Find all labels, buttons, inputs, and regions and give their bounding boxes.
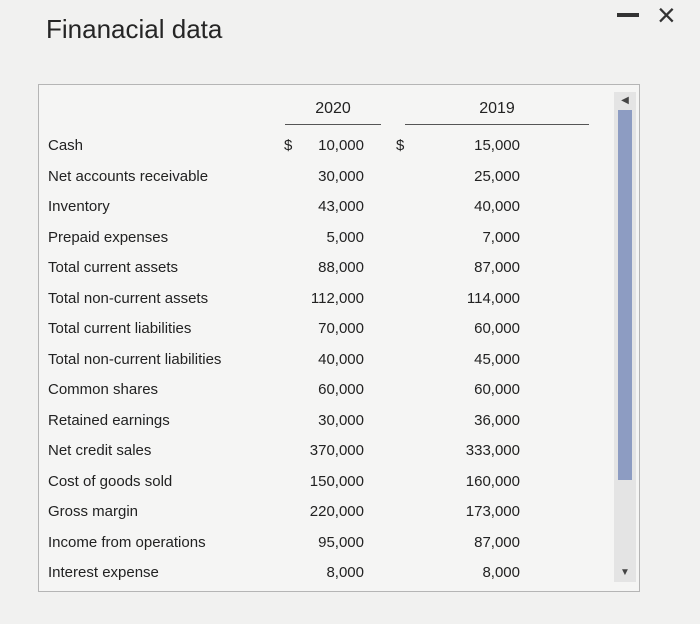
scroll-up-arrow-icon[interactable]: ◀ xyxy=(621,95,629,106)
close-icon[interactable]: × xyxy=(657,0,676,33)
value-2019: 45,000 xyxy=(474,350,520,368)
value-2019: 60,000 xyxy=(474,320,520,337)
column-header-2019: 2019 xyxy=(479,100,515,117)
value-2019: 15,000 xyxy=(474,137,520,154)
value-2019: 87,000 xyxy=(474,533,520,551)
table-row xyxy=(48,503,568,533)
row-label: Inventory xyxy=(48,198,110,215)
table-row xyxy=(48,564,568,594)
value-2020: 8,000 xyxy=(326,564,364,581)
minimize-icon[interactable] xyxy=(617,13,639,17)
row-label: Cost of goods sold xyxy=(48,472,173,490)
value-2019: 8,000 xyxy=(482,564,520,581)
value-2020: 30,000 xyxy=(318,167,364,185)
column-header-underline-2020 xyxy=(285,124,381,125)
column-header-2020: 2020 xyxy=(315,100,351,117)
value-2020: 88,000 xyxy=(318,259,364,276)
row-label: Gross margin xyxy=(48,503,139,520)
row-label: Common shares xyxy=(48,381,159,398)
table-row xyxy=(48,412,568,442)
table-row xyxy=(48,168,568,198)
value-2020: 43,000 xyxy=(318,198,364,215)
row-label: Net credit sales xyxy=(48,442,152,459)
value-2019: 87,000 xyxy=(474,259,520,276)
value-2019: 36,000 xyxy=(474,411,520,429)
table-row xyxy=(48,351,568,381)
table-row xyxy=(48,473,568,503)
value-2020: 70,000 xyxy=(318,320,364,337)
value-2019: 40,000 xyxy=(474,198,520,215)
value-2020: 112,000 xyxy=(310,289,364,307)
row-label: Income from operations xyxy=(48,533,206,551)
value-2020: 60,000 xyxy=(318,381,364,398)
value-2020: 40,000 xyxy=(318,350,364,368)
table-row xyxy=(48,198,568,228)
table-row xyxy=(48,442,568,472)
table-row xyxy=(48,381,568,411)
window-title: Finanacial data xyxy=(46,14,223,44)
value-2019: 114,000 xyxy=(466,289,520,307)
value-2019: 160,000 xyxy=(465,472,520,490)
column-header-underline-2019 xyxy=(405,124,589,125)
row-label: Cash xyxy=(48,137,84,154)
table-row xyxy=(48,534,568,564)
value-2020: 10,000 xyxy=(318,137,364,154)
value-2020: 220,000 xyxy=(309,503,364,520)
value-2019: 7,000 xyxy=(482,228,520,246)
value-2019: 173,000 xyxy=(465,503,520,520)
value-2020: 95,000 xyxy=(318,533,364,551)
row-label: Total current assets xyxy=(48,259,179,276)
row-label: Interest expense xyxy=(48,564,159,581)
value-2020: 5,000 xyxy=(326,228,364,246)
scroll-thumb[interactable] xyxy=(618,110,632,480)
vertical-scrollbar[interactable] xyxy=(614,92,636,582)
value-2020: 370,000 xyxy=(309,442,364,459)
value-2019: 60,000 xyxy=(474,381,520,398)
table-row xyxy=(48,259,568,289)
currency-symbol-2020: $ xyxy=(284,137,293,154)
currency-symbol-2019: $ xyxy=(396,137,405,154)
value-2019: 333,000 xyxy=(465,442,520,459)
table-row xyxy=(48,229,568,259)
row-label: Total non-current liabilities xyxy=(48,350,222,368)
value-2020: 150,000 xyxy=(309,472,364,490)
scroll-down-arrow-icon[interactable]: ▼ xyxy=(620,567,630,578)
row-label: Total current liabilities xyxy=(48,320,192,337)
value-2019: 25,000 xyxy=(474,167,520,185)
table-row xyxy=(48,290,568,320)
row-label: Retained earnings xyxy=(48,411,170,429)
row-label: Total non-current assets xyxy=(48,289,209,307)
row-label: Net accounts receivable xyxy=(48,167,209,185)
value-2020: 30,000 xyxy=(318,411,364,429)
row-label: Prepaid expenses xyxy=(48,228,169,246)
table-row xyxy=(48,320,568,350)
table-row xyxy=(48,137,568,167)
